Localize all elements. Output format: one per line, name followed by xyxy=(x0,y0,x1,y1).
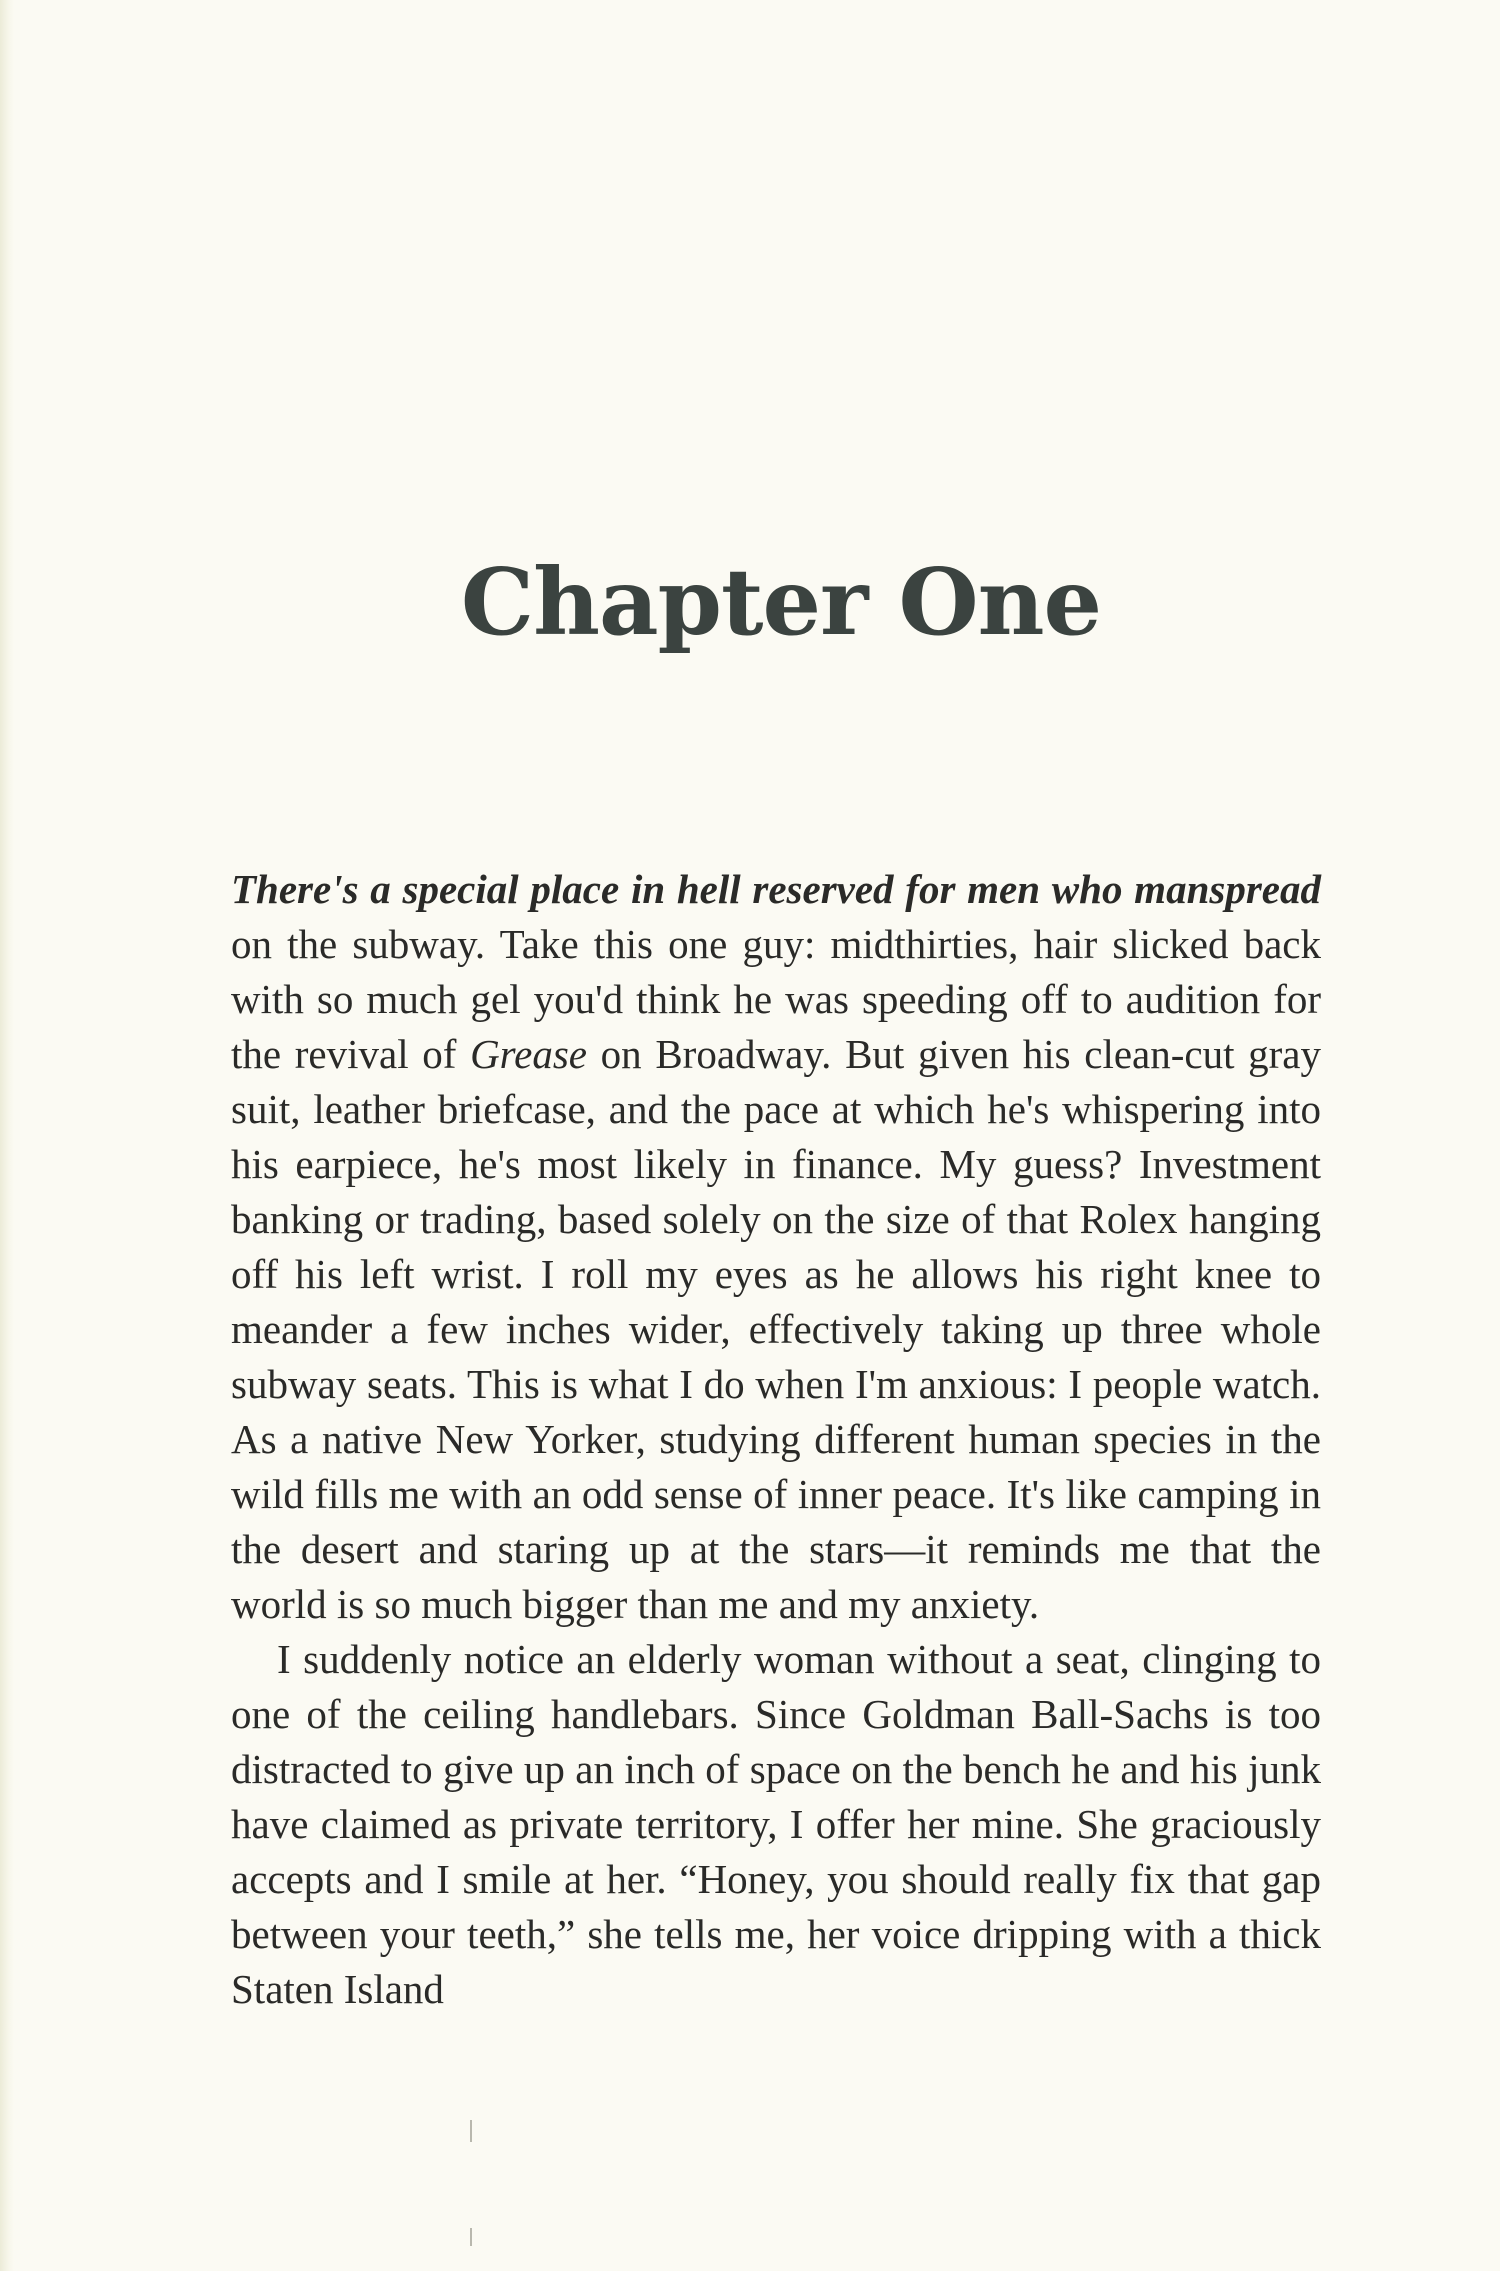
page-gutter-edge xyxy=(0,0,14,2271)
chapter-title: Chapter One xyxy=(460,548,1102,656)
paragraph-1-text-a: on the subway. Take this one guy: midthirties, hair slicked back with so much gel you'd think he was speeding off to audition for the revival of xyxy=(231,921,1321,1077)
paragraph-1 xyxy=(231,862,1321,1632)
scan-speck xyxy=(470,2228,472,2246)
scan-speck xyxy=(470,2120,472,2142)
chapter-body xyxy=(231,862,1321,2017)
paragraph-1-text-b: on Broadway. But given his clean-cut gray suit, leather briefcase, and the pace at which he's whispering into his earpiece, he's most likely in finance. My guess? Investment banking or trading, based solely on the size of that Rolex hanging off his left wrist. I roll my eyes as he allows his right knee to meander a few inches wider, effectively taking up three whole subway seats. This is what I do when I'm anxious: I people watch. As a native New Yorker, studying different human species in the wild fills me with an odd sense of inner peace. It's like camping in the desert and staring up at the stars—it reminds me that the world is so much bigger than me and my anxiety. xyxy=(231,1031,1321,1627)
paragraph-2: I suddenly notice an elderly woman without a seat, clinging to one of the ceiling handlebars. Since Goldman Ball-Sachs is too distracted to give up an inch of space on the bench he and his junk have claimed as private territory, I offer her mine. She graciously accepts and I smile at her. “Honey, you should really fix that gap between your teeth,” she tells me, her voice dripping with a thick Staten Island xyxy=(231,1636,1321,2012)
paragraph-1-lead-in: There's a special place in hell reserved for men who manspread xyxy=(231,866,1321,912)
paragraph-1-italic-title: Grease xyxy=(470,1031,587,1077)
